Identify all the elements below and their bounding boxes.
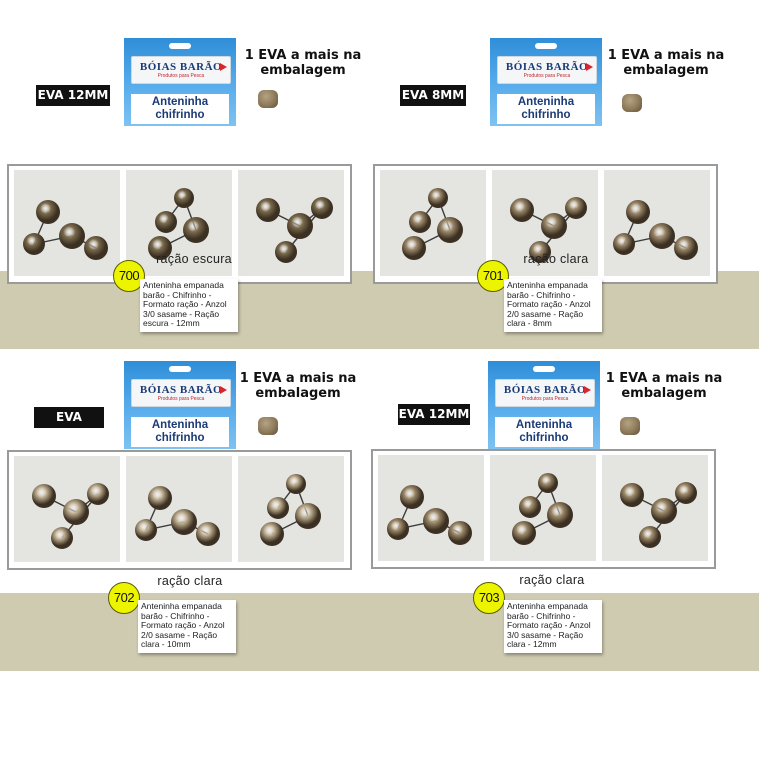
- bait-type-label: ração clara: [523, 252, 589, 266]
- foam-bead: [547, 502, 573, 528]
- bait-photo: [602, 455, 708, 561]
- eva-bead-icon: [620, 417, 640, 435]
- hang-hole: [169, 366, 191, 372]
- bait-illustration: [490, 455, 596, 561]
- bait-photo: [126, 456, 232, 562]
- photo-strip: [7, 450, 352, 570]
- foam-bead: [400, 485, 424, 509]
- package-image: [124, 38, 236, 126]
- brand-tagline: Produtos para Pesca: [523, 73, 571, 79]
- brand-logo: [495, 379, 595, 407]
- foam-bead: [409, 211, 431, 233]
- bait-type-label: ração clara: [519, 573, 585, 587]
- brand-name: BÓIAS BARÃO: [139, 384, 223, 396]
- brand-tagline: Produtos para Pesca: [157, 73, 205, 79]
- eva-bead-icon: [258, 417, 278, 435]
- product-card: [0, 38, 380, 368]
- eva-size-label: EVA 8MM: [400, 85, 466, 106]
- foam-bead: [267, 497, 289, 519]
- foam-bead: [639, 526, 661, 548]
- foam-bead: [84, 236, 108, 260]
- bait-type-label: ração clara: [157, 574, 223, 588]
- hang-hole: [169, 43, 191, 49]
- foam-bead: [311, 197, 333, 219]
- brand-name: BÓIAS BARÃO: [503, 384, 587, 396]
- flag-icon: [586, 63, 593, 71]
- bait-illustration: [126, 456, 232, 562]
- foam-bead: [36, 200, 60, 224]
- brand-name: BÓIAS BARÃO: [505, 61, 589, 73]
- foam-bead: [256, 198, 280, 222]
- product-name: Anteninha chifrinho: [131, 94, 229, 124]
- hang-hole: [533, 366, 555, 372]
- package-image: [490, 38, 602, 126]
- product-code-badge: 701: [477, 260, 509, 292]
- package-image: [488, 361, 600, 449]
- product-description: Anteninha empanada barão - Chifrinho - Formato ração - Anzol 2/0 sasame - Ração clara - 10mm: [138, 600, 236, 653]
- foam-bead: [59, 223, 85, 249]
- product-code-badge: 700: [113, 260, 145, 292]
- bait-photo: [380, 170, 486, 276]
- foam-bead: [275, 241, 297, 263]
- extra-eva-note: 1 EVA a mais na embalagem: [605, 371, 723, 401]
- foam-bead: [287, 213, 313, 239]
- bait-illustration: [14, 456, 120, 562]
- foam-bead: [512, 521, 536, 545]
- foam-bead: [437, 217, 463, 243]
- photo-strip: [373, 164, 718, 284]
- brand-logo: [497, 56, 597, 84]
- foam-bead: [23, 233, 45, 255]
- foam-bead: [649, 223, 675, 249]
- photo-strip: [7, 164, 352, 284]
- eva-bead-icon: [258, 90, 278, 108]
- brand-tagline: Produtos para Pesca: [521, 396, 569, 402]
- foam-bead: [538, 473, 558, 493]
- bait-type-label: ração escura: [156, 252, 232, 266]
- foam-bead: [196, 522, 220, 546]
- product-name: Anteninha chifrinho: [497, 94, 595, 124]
- bait-illustration: [602, 455, 708, 561]
- foam-bead: [171, 509, 197, 535]
- foam-bead: [135, 519, 157, 541]
- foam-bead: [387, 518, 409, 540]
- product-code-badge: 702: [108, 582, 140, 614]
- product-description: Anteninha empanada barão - Chifrinho - Formato ração - Anzol 3/0 sasame - Ração clara - 12mm: [504, 600, 602, 653]
- brand-logo: [131, 379, 231, 407]
- foam-bead: [620, 483, 644, 507]
- foam-bead: [402, 236, 426, 260]
- extra-eva-note: 1 EVA a mais na embalagem: [244, 48, 362, 78]
- bait-illustration: [14, 170, 120, 276]
- foam-bead: [510, 198, 534, 222]
- eva-size-label: EVA 12MM: [36, 85, 110, 106]
- foam-bead: [626, 200, 650, 224]
- foam-bead: [541, 213, 567, 239]
- brand-logo: [131, 56, 231, 84]
- bait-photo: [238, 456, 344, 562]
- eva-bead-icon: [622, 94, 642, 112]
- foam-bead: [295, 503, 321, 529]
- bait-photo: [378, 455, 484, 561]
- flag-icon: [220, 63, 227, 71]
- bait-photo: [14, 170, 120, 276]
- bait-photo: [14, 456, 120, 562]
- flag-icon: [584, 386, 591, 394]
- bait-illustration: [378, 455, 484, 561]
- product-code-badge: 703: [473, 582, 505, 614]
- foam-bead: [286, 474, 306, 494]
- product-name: Anteninha chifrinho: [131, 417, 229, 447]
- foam-bead: [423, 508, 449, 534]
- hang-hole: [535, 43, 557, 49]
- foam-bead: [674, 236, 698, 260]
- foam-bead: [32, 484, 56, 508]
- brand-tagline: Produtos para Pesca: [157, 396, 205, 402]
- bait-illustration: [380, 170, 486, 276]
- photo-strip: [371, 449, 716, 569]
- eva-size-label: EVA 12MM: [398, 404, 470, 425]
- extra-eva-note: 1 EVA a mais na embalagem: [239, 371, 357, 401]
- package-image: [124, 361, 236, 449]
- extra-eva-note: 1 EVA a mais na embalagem: [607, 48, 725, 78]
- foam-bead: [428, 188, 448, 208]
- product-description: Anteninha empanada barão - Chifrinho - Formato ração - Anzol 2/0 sasame - Ração clara - 8mm: [504, 279, 602, 332]
- eva-size-label: EVA 10MM: [34, 407, 104, 428]
- foam-bead: [260, 522, 284, 546]
- product-card: [364, 361, 744, 691]
- flag-icon: [220, 386, 227, 394]
- foam-bead: [651, 498, 677, 524]
- foam-bead: [51, 527, 73, 549]
- brand-name: BÓIAS BARÃO: [139, 61, 223, 73]
- product-card: [366, 38, 746, 368]
- bait-photo: [490, 455, 596, 561]
- foam-bead: [675, 482, 697, 504]
- bait-illustration: [238, 456, 344, 562]
- foam-bead: [519, 496, 541, 518]
- foam-bead: [183, 217, 209, 243]
- foam-bead: [448, 521, 472, 545]
- product-name: Anteninha chifrinho: [495, 417, 593, 447]
- foam-bead: [565, 197, 587, 219]
- foam-bead: [87, 483, 109, 505]
- foam-bead: [155, 211, 177, 233]
- foam-bead: [63, 499, 89, 525]
- foam-bead: [148, 486, 172, 510]
- foam-bead: [174, 188, 194, 208]
- product-description: Anteninha empanada barão - Chifrinho - Formato ração - Anzol 3/0 sasame - Ração escura - 12mm: [140, 279, 238, 332]
- product-card: [0, 361, 380, 691]
